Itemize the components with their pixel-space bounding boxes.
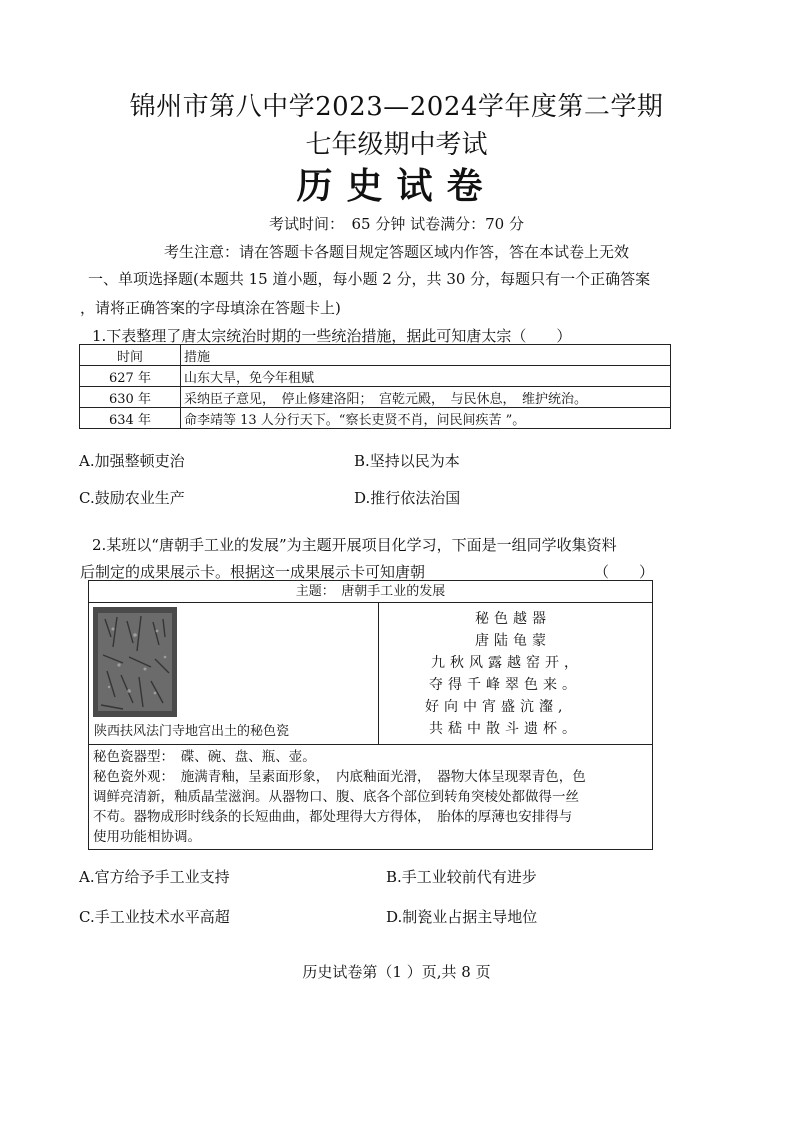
q1-option-a: A.加强整顿吏治 (79, 452, 185, 470)
table-cell: 采纳臣子意见， 停止修建洛阳； 宫乾元殿， 与民休息， 维护统治。 (181, 387, 671, 408)
q2-display-card (88, 580, 653, 850)
desc-line: 秘色瓷器型： 碟、碗、盘、瓶、壶。 (93, 749, 316, 765)
table-header-row (80, 345, 671, 366)
card-photo-panel (89, 602, 379, 744)
table-header-cell: 时间 (80, 345, 181, 366)
table-cell: 627 年 (80, 366, 181, 387)
card-description (89, 744, 652, 849)
poem-line: 共嵇中散斗遗杯。 (429, 721, 581, 737)
poem-line: 九秋风露越窑开， (431, 655, 583, 671)
q1-option-c: C.鼓励农业生产 (79, 489, 185, 507)
q2-option-d: D.制瓷业占据主导地位 (386, 908, 538, 926)
q1-stem: 1.下表整理了唐太宗统治时期的一些统治措施，据此可知唐太宗（ ） (92, 327, 572, 345)
exam-title: 七年级期中考试 (305, 130, 488, 160)
table-cell: 630 年 (80, 387, 181, 408)
photo-caption: 陕西扶风法门寺地宫出土的秘色瓷 (94, 724, 290, 739)
porcelain-photo (93, 607, 177, 717)
q2-option-a: A.官方给予手工业支持 (79, 868, 230, 886)
table-cell: 山东大旱，免今年租赋 (181, 366, 671, 387)
poem-line: 好向中宵盛沆瀣, (425, 699, 568, 715)
page-footer: 历史试卷第（1 ）页,共 8 页 (302, 963, 491, 981)
exam-notice: 考生注意：请在答题卡各题目规定答题区域内作答，答在本试卷上无效 (163, 243, 629, 261)
q1-option-d: D.推行依法治国 (354, 489, 461, 507)
poem-author: 唐陆龟蒙 (475, 633, 551, 649)
q2-answer-paren: （ ） (594, 563, 655, 581)
card-title: 主题： 唐朝手工业的发展 (89, 581, 652, 603)
exam-info: 考试时间： 65 分钟 试卷满分：70 分 (269, 215, 524, 233)
table-header-cell: 措施 (181, 345, 671, 366)
table-row (80, 408, 671, 429)
porcelain-rubbing-image (93, 607, 177, 717)
q2-stem-line2: 后制定的成果展示卡。根据这一成果展示卡可知唐朝 (80, 563, 426, 581)
school-title: 锦州市第八中学2023—2024学年度第二学期 (129, 92, 664, 122)
q1-option-b: B.坚持以民为本 (354, 452, 460, 470)
table-cell: 命李靖等 13 人分行天下。“察长吏贤不肖，问民间疾苦 ”。 (181, 408, 671, 429)
desc-line: 使用功能相协调。 (93, 829, 201, 845)
desc-line: 不苟。器物成形时线条的长短曲曲，都处理得大方得体， 胎体的厚薄也安排得与 (93, 809, 573, 825)
desc-line: 调鲜亮清新，釉质晶莹滋润。从器物口、腹、底各个部位到转角突棱处都做得一丝 (93, 789, 579, 805)
q2-option-c: C.手工业技术水平高超 (79, 908, 230, 926)
desc-line: 秘色瓷外观： 施满青釉，呈素面形象， 内底釉面光滑， 器物大体呈现翠青色，色 (93, 769, 586, 785)
table-cell: 634 年 (80, 408, 181, 429)
q1-table (79, 344, 671, 429)
poem-line: 夺得千峰翠色来。 (429, 677, 581, 693)
q2-option-b: B.手工业较前代有进步 (386, 868, 537, 886)
q2-stem-line1: 2.某班以“唐朝手工业的发展”为主题开展项目化学习，下面是一组同学收集资料 (92, 536, 617, 554)
section-heading: 一、单项选择题(本题共 15 道小题，每小题 2 分，共 30 分，每题只有一个正确答案 (88, 270, 651, 288)
table-row (80, 366, 671, 387)
poem-panel (379, 602, 653, 744)
subject-title: 历史试卷 (296, 165, 497, 207)
poem-title: 秘色越器 (475, 611, 551, 627)
table-row (80, 387, 671, 408)
section-instruction: ，请将正确答案的字母填涂在答题卡上) (80, 299, 341, 317)
